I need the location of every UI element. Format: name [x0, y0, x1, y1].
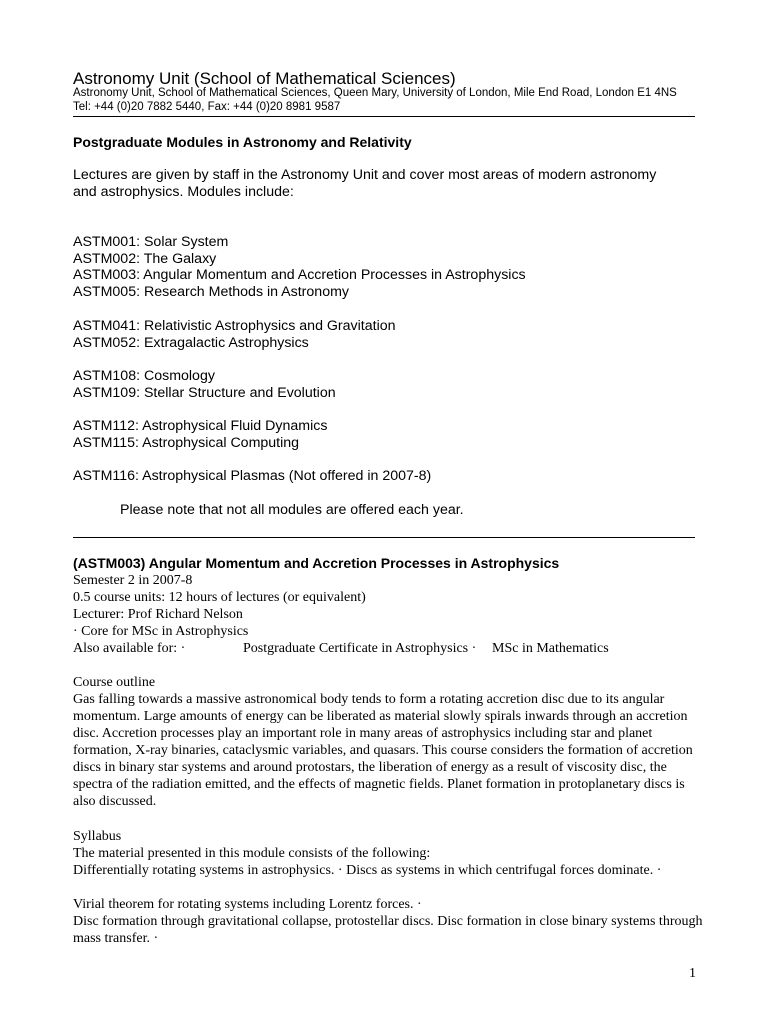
module-units: 0.5 course units: 12 hours of lectures (or equivalent) — [73, 590, 366, 605]
unit-contact: Tel: +44 (0)20 7882 5440, Fax: +44 (0)20 8981 9587 — [73, 101, 341, 113]
module-list-item: ASTM112: Astrophysical Fluid Dynamics — [73, 418, 328, 434]
module-list-item: ASTM108: Cosmology — [73, 368, 215, 384]
syllabus-item: Virial theorem for rotating systems including Lorentz forces. · — [73, 897, 422, 912]
module-list-item: ASTM115: Astrophysical Computing — [73, 435, 300, 451]
module-list-item: ASTM041: Relativistic Astrophysics and Gravitation — [73, 318, 396, 334]
syllabus-item: Differentially rotating systems in astrophysics. · Discs as systems in which centrifugal forces dominate. · — [73, 863, 662, 878]
module-lecturer: Lecturer: Prof Richard Nelson — [73, 607, 243, 622]
module-list-item: ASTM003: Angular Momentum and Accretion Processes in Astrophysics — [73, 267, 526, 283]
outline-text: Gas falling towards a massive astronomical body tends to form a rotating accretion disc due to its angular momentum. Large amounts of energy can be liberated as material slowly spirals inwards through an accretion disc. Accretion processes play an important role in many areas of astrophysics including star and planet formation, X-ray binaries, cataclysmic variables, and quasars. This course considers the formation of accretion discs in binary star systems and around protostars, the liberation of energy as a result of viscosity disc, the spectra of the radiation emitted, and the effects of magnetic fields. Planet formation in protoplanetary discs is also discussed. — [73, 692, 693, 809]
unit-address: Astronomy Unit, School of Mathematical Sciences, Queen Mary, University of London, Mile End Road, London E1 4NS — [73, 87, 677, 99]
module-semester: Semester 2 in 2007-8 — [73, 573, 193, 588]
unit-title: Astronomy Unit (School of Mathematical Sciences) — [73, 69, 456, 88]
outline-label: Course outline — [73, 675, 156, 690]
available-certificate: Postgraduate Certificate in Astrophysics · — [243, 641, 477, 656]
page-number: 1 — [689, 966, 696, 981]
module-list-item: ASTM052: Extragalactic Astrophysics — [73, 335, 309, 351]
module-core: · Core for MSc in Astrophysics — [73, 624, 249, 639]
syllabus-item: Disc formation through gravitational collapse, protostellar discs. Disc formation in close binary systems through mass transfer. · — [73, 914, 703, 946]
module-list-item: ASTM116: Astrophysical Plasmas (Not offered in 2007-8) — [73, 468, 432, 484]
syllabus-intro: The material presented in this module consists of the following: — [73, 846, 431, 861]
section-divider — [73, 537, 695, 538]
module-list-item: ASTM109: Stellar Structure and Evolution — [73, 385, 336, 401]
postgrad-intro: Lectures are given by staff in the Astronomy Unit and cover most areas of modern astronomy and astrophysics. Modules include: — [73, 167, 657, 200]
module-list-item: ASTM001: Solar System — [73, 234, 229, 250]
postgrad-heading: Postgraduate Modules in Astronomy and Relativity — [73, 134, 412, 150]
module-list-item: ASTM002: The Galaxy — [73, 251, 217, 267]
module-heading: (ASTM003) Angular Momentum and Accretion Processes in Astrophysics — [73, 555, 560, 571]
syllabus-label: Syllabus — [73, 829, 122, 844]
available-msc: MSc in Mathematics — [492, 641, 609, 656]
also-available-label: Also available for: · — [73, 641, 186, 656]
module-list-item: ASTM005: Research Methods in Astronomy — [73, 284, 349, 300]
header-divider — [73, 116, 695, 117]
modules-note: Please note that not all modules are offered each year. — [120, 502, 464, 518]
